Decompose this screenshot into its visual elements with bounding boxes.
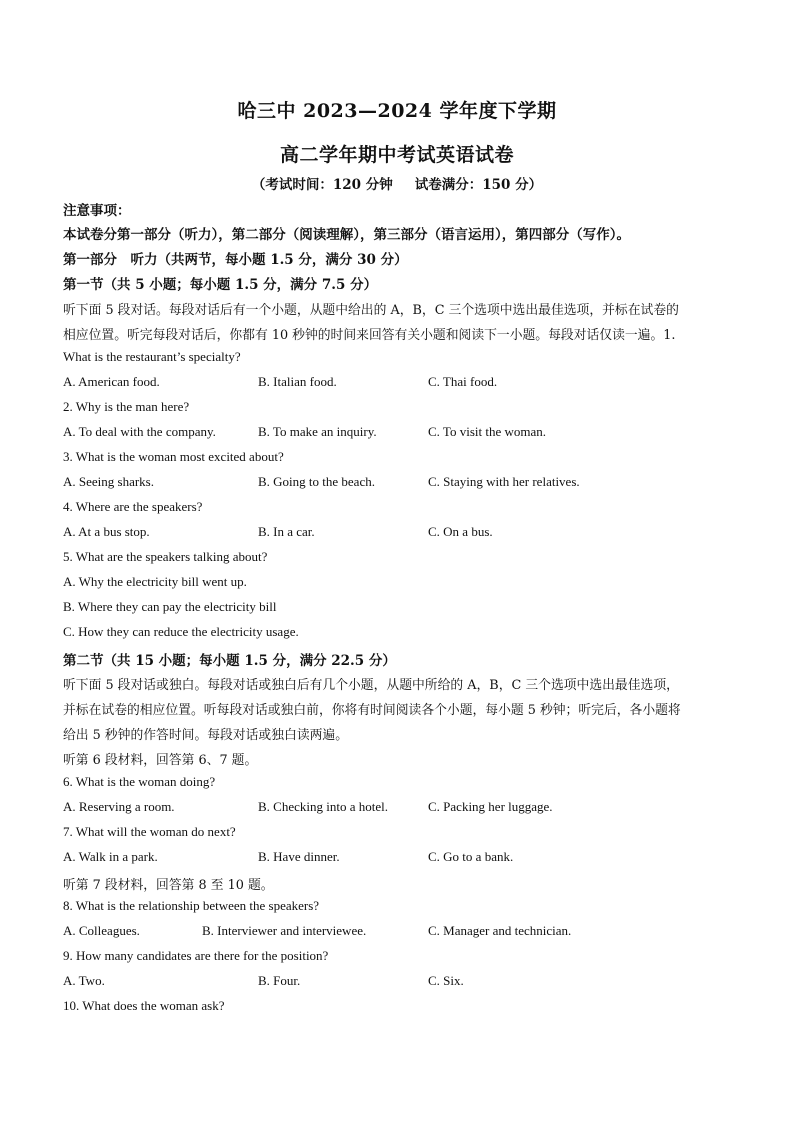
q3-option-c: C. Staying with her relatives. [428, 474, 580, 489]
section2-heading: 第二节（共 15 小题；每小题 1.5 分，满分 22.5 分） [63, 653, 396, 669]
question-4-text: 4. Where are the speakers? [63, 499, 203, 514]
q6-option-b: B. Checking into a hotel. [258, 799, 388, 814]
question-3-text: 3. What is the woman most excited about? [63, 449, 284, 464]
notes-text: 本试卷分第一部分（听力），第二部分（阅读理解），第三部分（语言运用），第四部分（写作）。 [63, 227, 630, 243]
q6-option-c: C. Packing her luggage. [428, 799, 553, 814]
section2-instructions-line2: 并标在试卷的相应位置。听每段对话或独白前，你将有时间阅读各个小题，每小题 5 秒钟；听完后，各小题将 [63, 703, 681, 718]
q8-option-b: B. Interviewer and interviewee. [202, 923, 367, 938]
exam-time: （考试时间：120 分钟 [251, 177, 393, 193]
section1-instructions-line1: 听下面 5 段对话。每段对话后有一个小题，从题中给出的 A，B，C 三个选项中选出最佳选项，并标在试卷的 [63, 303, 679, 318]
q1-option-c: C. Thai food. [428, 374, 498, 389]
q7-option-b: B. Have dinner. [258, 849, 340, 864]
q8-option-c: C. Manager and technician. [428, 923, 572, 938]
material-7-intro: 听第 7 段材料，回答第 8 至 10 题。 [63, 878, 274, 893]
q7-option-a: A. Walk in a park. [63, 849, 158, 864]
exam-title-line2: 高二学年期中考试英语试卷 [279, 144, 514, 166]
q4-option-b: B. In a car. [258, 524, 315, 539]
question-10-text: 10. What does the woman ask? [63, 998, 225, 1013]
question-7-text: 7. What will the woman do next? [63, 824, 236, 839]
section1-heading: 第一节（共 5 小题；每小题 1.5 分，满分 7.5 分） [63, 277, 378, 293]
q1-option-a: A. American food. [63, 374, 160, 389]
q1-option-b: B. Italian food. [258, 374, 337, 389]
q7-option-c: C. Go to a bank. [428, 849, 514, 864]
material-6-intro: 听第 6 段材料，回答第 6、7 题。 [63, 753, 258, 768]
q5-option-c: C. How they can reduce the electricity usage. [63, 624, 299, 639]
q3-option-a: A. Seeing sharks. [63, 474, 154, 489]
q2-option-c: C. To visit the woman. [428, 424, 547, 439]
q5-option-b: B. Where they can pay the electricity bill [63, 599, 277, 614]
question-6-text: 6. What is the woman doing? [63, 774, 216, 789]
full-score: 试卷满分：150 分） [414, 177, 543, 193]
q9-option-a: A. Two. [63, 973, 105, 988]
question-1-text: What is the restaurant’s specialty? [63, 349, 241, 364]
section1-instructions-line2: 相应位置。听完每段对话后，你都有 10 秒钟的时间来回答有关小题和阅读下一小题。每段对话仅读一遍。1. [63, 328, 676, 343]
q4-option-a: A. At a bus stop. [63, 524, 150, 539]
notes-heading: 注意事项： [63, 203, 131, 219]
section2-instructions-line1: 听下面 5 段对话或独白。每段对话或独白后有几个小题，从题中所给的 A，B，C 三个选项中选出最佳选项， [63, 678, 679, 693]
q9-option-c: C. Six. [428, 973, 464, 988]
exam-title-line1: 哈三中 2023—2024 学年度下学期 [237, 100, 557, 122]
q6-option-a: A. Reserving a room. [63, 799, 175, 814]
q8-option-a: A. Colleagues. [63, 923, 140, 938]
part1-heading: 第一部分 听力（共两节，每小题 1.5 分，满分 30 分） [63, 252, 408, 268]
exam-info [0, 173, 794, 193]
question-8-text: 8. What is the relationship between the speakers? [63, 898, 320, 913]
question-5-text: 5. What are the speakers talking about? [63, 549, 268, 564]
q5-option-a: A. Why the electricity bill went up. [63, 574, 247, 589]
question-2-text: 2. Why is the man here? [63, 399, 190, 414]
q4-option-c: C. On a bus. [428, 524, 493, 539]
q9-option-b: B. Four. [258, 973, 301, 988]
q3-option-b: B. Going to the beach. [258, 474, 375, 489]
section2-instructions-line3: 给出 5 秒钟的作答时间。每段对话或独白读两遍。 [63, 728, 349, 743]
q2-option-b: B. To make an inquiry. [258, 424, 377, 439]
q2-option-a: A. To deal with the company. [63, 424, 216, 439]
question-9-text: 9. How many candidates are there for the position? [63, 948, 329, 963]
